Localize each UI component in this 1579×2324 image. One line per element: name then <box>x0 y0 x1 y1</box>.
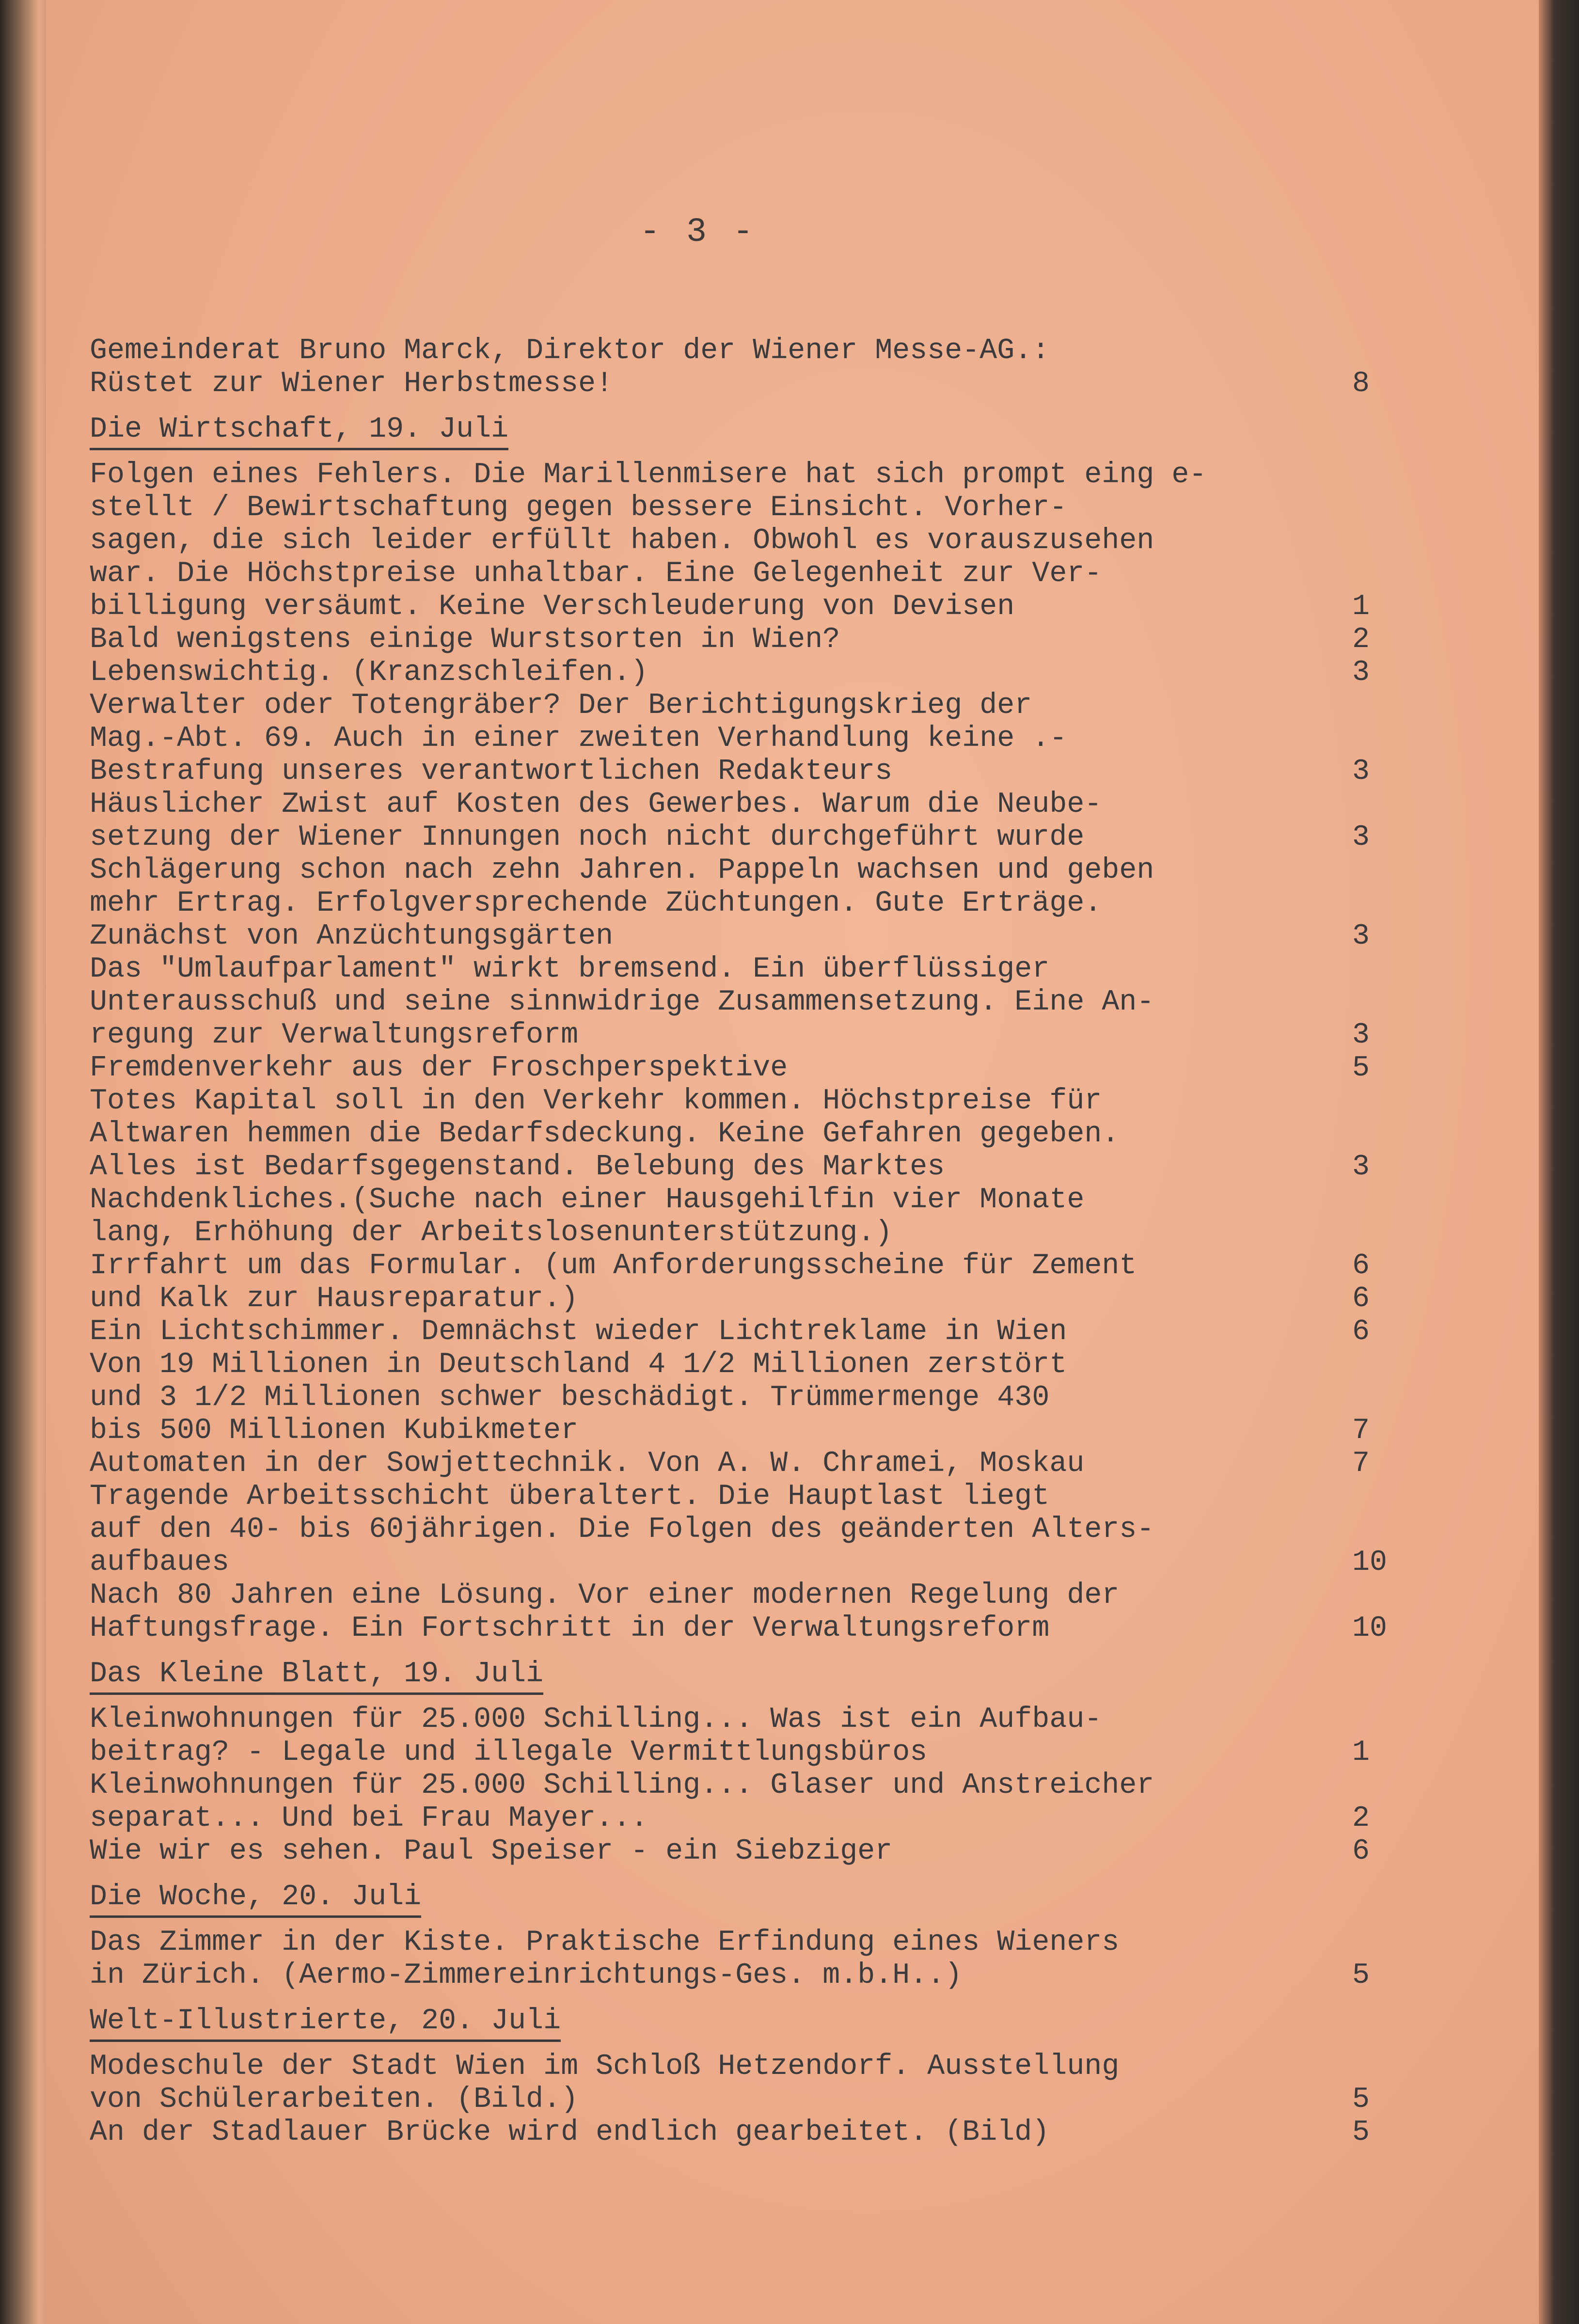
page-number: - 3 - <box>639 213 757 252</box>
entry-text: Alles ist Bedarfsgegenstand. Belebung des Marktes <box>90 1151 945 1184</box>
entry-text: regung zur Verwaltungsreform <box>90 1019 579 1052</box>
entry-text: von Schülerarbeiten. (Bild.) <box>90 2083 579 2116</box>
entry-line <box>90 1579 1398 1612</box>
entry-line <box>90 887 1398 920</box>
entry-line <box>90 689 1398 722</box>
entry-text: auf den 40- bis 60jährigen. Die Folgen des geänderten Alters- <box>90 1513 1154 1546</box>
entry-text: Verwalter oder Totengräber? Der Berichtigungskrieg der <box>90 689 1032 722</box>
entry-page-number: 5 <box>1352 2083 1370 2116</box>
entry-line <box>90 1019 1398 1052</box>
entry-page-number: 1 <box>1352 1736 1370 1769</box>
entry-line <box>90 334 1398 367</box>
entry-text: Ein Lichtschimmer. Demnächst wieder Lichtreklame in Wien <box>90 1315 1067 1348</box>
entry-text: beitrag? - Legale und illegale Vermittlungsbüros <box>90 1736 928 1769</box>
entry-page-number: 7 <box>1352 1414 1370 1447</box>
entry-text: Bestrafung unseres verantwortlichen Redakteurs <box>90 755 893 788</box>
entry-text: stellt / Bewirtschaftung gegen bessere Einsicht. Vorher- <box>90 491 1067 524</box>
entry-line <box>90 458 1398 491</box>
section-header <box>90 1881 1398 1913</box>
entry-line <box>90 491 1398 524</box>
entry-page-number: 3 <box>1352 755 1370 788</box>
entry-line <box>90 1736 1398 1769</box>
entry-page-number: 3 <box>1352 920 1370 953</box>
entry-page-number: 3 <box>1352 821 1370 854</box>
entry-text: war. Die Höchstpreise unhaltbar. Eine Gelegenheit zur Ver- <box>90 557 1102 590</box>
entry-text: Fremdenverkehr aus der Froschperspektive <box>90 1052 788 1085</box>
entry-line <box>90 953 1398 986</box>
entry-line <box>90 2083 1398 2116</box>
entry-line <box>90 1052 1398 1085</box>
entry-text: aufbaues <box>90 1546 230 1579</box>
entry-text: in Zürich. (Aermo-Zimmereinrichtungs-Ges. m.b.H..) <box>90 1959 963 1992</box>
entry-line <box>90 1151 1398 1184</box>
entry-text: Das "Umlaufparlament" wirkt bremsend. Ein überflüssiger <box>90 953 1050 986</box>
entry-page-number: 7 <box>1352 1447 1370 1480</box>
entry-text: Bald wenigstens einige Wurstsorten in Wien? <box>90 623 840 656</box>
entry-line <box>90 821 1398 854</box>
entry-line <box>90 524 1398 557</box>
entry-text: Lebenswichtig. (Kranzschleifen.) <box>90 656 648 689</box>
entry-text: lang, Erhöhung der Arbeitslosenunterstützung.) <box>90 1217 893 1249</box>
entry-line <box>90 590 1398 623</box>
entry-page-number: 10 <box>1352 1612 1388 1645</box>
entry-page-number: 6 <box>1352 1249 1370 1282</box>
entry-text: Totes Kapital soll in den Verkehr kommen. Höchstpreise für <box>90 1085 1102 1118</box>
section-header-text: Die Wirtschaft, 19. Juli <box>90 413 508 450</box>
entry-line <box>90 1414 1398 1447</box>
entry-text: Irrfahrt um das Formular. (um Anforderungsscheine für Zement <box>90 1249 1137 1282</box>
entry-page-number: 1 <box>1352 590 1370 623</box>
section-header-text: Das Kleine Blatt, 19. Juli <box>90 1658 543 1695</box>
entry-page-number: 8 <box>1352 367 1370 400</box>
entry-line <box>90 367 1398 400</box>
entry-line <box>90 1612 1398 1645</box>
entry-line <box>90 2050 1398 2083</box>
section-header-text: Welt-Illustrierte, 20. Juli <box>90 2005 561 2042</box>
entry-text: Zunächst von Anzüchtungsgärten <box>90 920 614 953</box>
entry-text: Automaten in der Sowjettechnik. Von A. W. Chramei, Moskau <box>90 1447 1085 1480</box>
entry-page-number: 2 <box>1352 1802 1370 1835</box>
entry-line <box>90 557 1398 590</box>
entry-line <box>90 623 1398 656</box>
entry-text: mehr Ertrag. Erfolgversprechende Züchtungen. Gute Erträge. <box>90 887 1102 920</box>
entry-text: separat... Und bei Frau Mayer... <box>90 1802 648 1835</box>
entry-text: Das Zimmer in der Kiste. Praktische Erfindung eines Wieners <box>90 1926 1120 1959</box>
entry-line <box>90 1348 1398 1381</box>
entry-line <box>90 1769 1398 1802</box>
entry-page-number: 2 <box>1352 623 1370 656</box>
entry-line <box>90 854 1398 887</box>
entry-page-number: 3 <box>1352 656 1370 689</box>
entry-line <box>90 1546 1398 1579</box>
entry-line <box>90 920 1398 953</box>
entry-text: Gemeinderat Bruno Marck, Direktor der Wiener Messe-AG.: <box>90 334 1050 367</box>
entry-line <box>90 788 1398 821</box>
entry-page-number: 6 <box>1352 1835 1370 1868</box>
entry-text: Rüstet zur Wiener Herbstmesse! <box>90 367 614 400</box>
press-index-list <box>90 334 1398 2149</box>
entry-text: Altwaren hemmen die Bedarfsdeckung. Keine Gefahren gegeben. <box>90 1118 1120 1151</box>
entry-line <box>90 722 1398 755</box>
entry-page-number: 5 <box>1352 2116 1370 2149</box>
section-header <box>90 1658 1398 1691</box>
entry-text: Kleinwohnungen für 25.000 Schilling... Was ist ein Aufbau- <box>90 1703 1102 1736</box>
entry-line <box>90 1217 1398 1249</box>
entry-text: Tragende Arbeitsschicht überaltert. Die Hauptlast liegt <box>90 1480 1050 1513</box>
entry-text: Häuslicher Zwist auf Kosten des Gewerbes. Warum die Neube- <box>90 788 1102 821</box>
entry-text: Unterausschuß und seine sinnwidrige Zusammensetzung. Eine An- <box>90 986 1154 1019</box>
entry-text: sagen, die sich leider erfüllt haben. Obwohl es vorauszusehen <box>90 524 1154 557</box>
entry-line <box>90 656 1398 689</box>
entry-text: und Kalk zur Hausreparatur.) <box>90 1282 579 1315</box>
entry-line <box>90 1184 1398 1217</box>
entry-line <box>90 1802 1398 1835</box>
entry-line <box>90 755 1398 788</box>
entry-page-number: 10 <box>1352 1546 1388 1579</box>
entry-text: Folgen eines Fehlers. Die Marillenmisere hat sich prompt eing e- <box>90 458 1207 491</box>
entry-text: Schlägerung schon nach zehn Jahren. Pappeln wachsen und geben <box>90 854 1154 887</box>
entry-text: Mag.-Abt. 69. Auch in einer zweiten Verhandlung keine .- <box>90 722 1067 755</box>
entry-line <box>90 1381 1398 1414</box>
entry-page-number: 5 <box>1352 1959 1370 1992</box>
entry-line <box>90 1085 1398 1118</box>
entry-line <box>90 1513 1398 1546</box>
entry-page-number: 3 <box>1352 1151 1370 1184</box>
entry-line <box>90 986 1398 1019</box>
entry-line <box>90 1249 1398 1282</box>
entry-text: bis 500 Millionen Kubikmeter <box>90 1414 579 1447</box>
entry-line <box>90 1118 1398 1151</box>
entry-text: Kleinwohnungen für 25.000 Schilling... Glaser und Anstreicher <box>90 1769 1154 1802</box>
entry-text: Von 19 Millionen in Deutschland 4 1/2 Millionen zerstört <box>90 1348 1067 1381</box>
page-edge <box>1539 0 1579 2324</box>
entry-text: Modeschule der Stadt Wien im Schloß Hetzendorf. Ausstellung <box>90 2050 1120 2083</box>
entry-line <box>90 1926 1398 1959</box>
entry-line <box>90 1315 1398 1348</box>
entry-line <box>90 1282 1398 1315</box>
entry-line <box>90 1959 1398 1992</box>
entry-text: Haftungsfrage. Ein Fortschritt in der Verwaltungsreform <box>90 1612 1050 1645</box>
entry-line <box>90 1480 1398 1513</box>
entry-page-number: 6 <box>1352 1282 1370 1315</box>
entry-text: Nach 80 Jahren eine Lösung. Vor einer modernen Regelung der <box>90 1579 1120 1612</box>
section-header <box>90 413 1398 446</box>
entry-line <box>90 2116 1398 2149</box>
book-spine <box>0 0 46 2324</box>
entry-page-number: 3 <box>1352 1019 1370 1052</box>
entry-page-number: 6 <box>1352 1315 1370 1348</box>
entry-text: billigung versäumt. Keine Verschleuderung von Devisen <box>90 590 1015 623</box>
entry-text: Wie wir es sehen. Paul Speiser - ein Siebziger <box>90 1835 893 1868</box>
section-header <box>90 2005 1398 2038</box>
entry-line <box>90 1447 1398 1480</box>
entry-text: Nachdenkliches.(Suche nach einer Hausgehilfin vier Monate <box>90 1184 1085 1217</box>
entry-text: und 3 1/2 Millionen schwer beschädigt. Trümmermenge 430 <box>90 1381 1050 1414</box>
entry-line <box>90 1703 1398 1736</box>
entry-text: An der Stadlauer Brücke wird endlich gearbeitet. (Bild) <box>90 2116 1050 2149</box>
entry-line <box>90 1835 1398 1868</box>
entry-page-number: 5 <box>1352 1052 1370 1085</box>
section-header-text: Die Woche, 20. Juli <box>90 1881 421 1918</box>
entry-text: setzung der Wiener Innungen noch nicht durchgeführt wurde <box>90 821 1085 854</box>
